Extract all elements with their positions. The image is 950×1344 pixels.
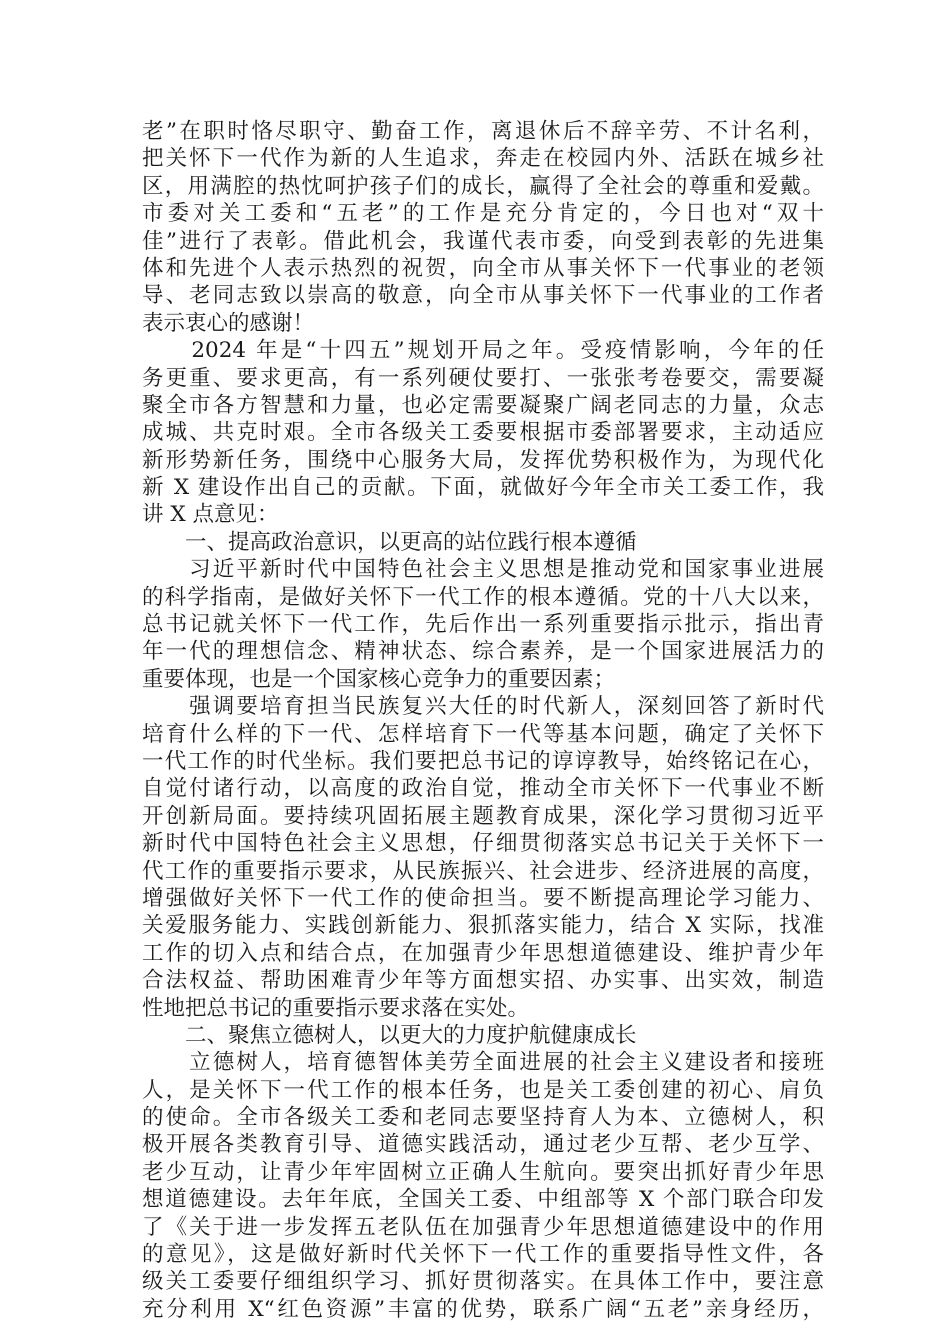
text-line: 佳”进行了表彰。借此机会，我谨代表市委，向受到表彰的先进集 bbox=[142, 228, 824, 254]
text-line: 人，是关怀下一代工作的根本任务，也是关工委创建的初心、肩负 bbox=[142, 1077, 824, 1103]
text-line: 新 X 建设作出自己的贡献。下面，就做好今年全市关工委工作，我 bbox=[142, 475, 824, 501]
text-line: 习近平新时代中国特色社会主义思想是推动党和国家事业进展 bbox=[142, 557, 824, 583]
text-line: 表示衷心的感谢！ bbox=[142, 310, 315, 336]
text-line: 性地把总书记的重要指示要求落在实处。 bbox=[142, 995, 530, 1021]
text-line: 老少互动，让青少年牢固树立正确人生航向。要突出抓好青少年思 bbox=[142, 1159, 824, 1185]
text-line: 的意见》，这是做好新时代关怀下一代工作的重要指导性文件，各 bbox=[142, 1242, 824, 1268]
text-line: 务更重、要求更高，有一系列硬仗要打、一张张考卷要交，需要凝 bbox=[142, 365, 824, 391]
text-line: 想道德建设。去年年底，全国关工委、中组部等 X 个部门联合印发 bbox=[142, 1187, 824, 1213]
text-line: 开创新局面。要持续巩固拓展主题教育成果，深化学习贯彻习近平 bbox=[142, 803, 824, 829]
text-line: 新形势新任务，围绕中心服务大局，发挥优势积极作为，为现代化 bbox=[142, 447, 824, 473]
text-line: 聚全市各方智慧和力量，也必定需要凝聚广阔老同志的力量，众志 bbox=[142, 392, 824, 418]
text-line: 市委对关工委和“五老”的工作是充分肯定的，今日也对“双十 bbox=[142, 201, 824, 227]
text-line: 代工作的重要指示要求，从民族振兴、社会进步、经济进展的高度， bbox=[142, 858, 824, 884]
text-line: 合法权益、帮助困难青少年等方面想实招、办实事、出实效，制造 bbox=[142, 968, 824, 994]
text-line: 一、提高政治意识，以更高的站位践行根本遵循 bbox=[142, 529, 637, 555]
text-line: 自觉付诸行动，以高度的政治自觉，推动全市关怀下一代事业不断 bbox=[142, 776, 824, 802]
text-line: 工作的切入点和结合点，在加强青少年思想道德建设、维护青少年 bbox=[142, 940, 824, 966]
text-line: 充分利用 X“红色资源”丰富的优势，联系广阔“五老”亲身经历， bbox=[142, 1296, 824, 1322]
text-line: 讲 X 点意见： bbox=[142, 502, 279, 528]
text-line: 成城、共克时艰。全市各级关工委要根据市委部署要求，主动适应 bbox=[142, 420, 824, 446]
text-line: 年一代的理想信念、精神状态、综合素养，是一个国家进展活力的 bbox=[142, 639, 824, 665]
text-line: 二、聚焦立德树人，以更大的力度护航健康成长 bbox=[142, 1022, 637, 1048]
text-line: 强调要培育担当民族复兴大任的时代新人，深刻回答了新时代 bbox=[142, 694, 824, 720]
text-line: 老”在职时恪尽职守、勤奋工作，离退休后不辞辛劳、不计名利， bbox=[142, 119, 824, 144]
text-line: 增强做好关怀下一代工作的使命担当。要不断提高理论学习能力、 bbox=[142, 885, 824, 911]
text-line: 的使命。全市各级关工委和老同志要坚持育人为本、立德树人，积 bbox=[142, 1105, 824, 1131]
text-line: 区，用满腔的热忱呵护孩子们的成长，赢得了全社会的尊重和爱戴。 bbox=[142, 173, 824, 199]
text-line: 级关工委要仔细组织学习、抓好贯彻落实。在具体工作中，要注意 bbox=[142, 1269, 824, 1295]
text-line: 了《关于进一步发挥五老队伍在加强青少年思想道德建设中的作用 bbox=[142, 1214, 824, 1240]
text-line: 2024 年是“十四五”规划开局之年。受疫情影响，今年的任 bbox=[142, 338, 824, 364]
text-line: 一代工作的时代坐标。我们要把总书记的谆谆教导，始终铭记在心， bbox=[142, 748, 824, 774]
text-line: 新时代中国特色社会主义思想，仔细贯彻落实总书记关于关怀下一 bbox=[142, 831, 824, 857]
text-line: 导、老同志致以崇高的敬意，向全市从事关怀下一代事业的工作者 bbox=[142, 283, 824, 309]
text-line: 体和先进个人表示热烈的祝贺，向全市从事关怀下一代事业的老领 bbox=[142, 255, 824, 281]
text-line: 把关怀下一代作为新的人生追求，奔走在校园内外、活跃在城乡社 bbox=[142, 146, 824, 172]
text-line: 重要体现，也是一个国家核心竞争力的重要因素； bbox=[142, 666, 616, 692]
text-line: 关爱服务能力、实践创新能力、狠抓落实能力，结合 X 实际，找准 bbox=[142, 913, 824, 939]
document-body bbox=[142, 118, 824, 1323]
text-line: 培育什么样的下一代、怎样培育下一代等基本问题，确定了关怀下 bbox=[142, 721, 824, 747]
text-line: 立德树人，培育德智体美劳全面进展的社会主义建设者和接班 bbox=[142, 1050, 824, 1076]
text-line: 总书记就关怀下一代工作，先后作出一系列重要指示批示，指出青 bbox=[142, 612, 824, 638]
text-line: 的科学指南，是做好关怀下一代工作的根本遵循。党的十八大以来， bbox=[142, 584, 824, 610]
text-line: 极开展各类教育引导、道德实践活动，通过老少互帮、老少互学、 bbox=[142, 1132, 824, 1158]
